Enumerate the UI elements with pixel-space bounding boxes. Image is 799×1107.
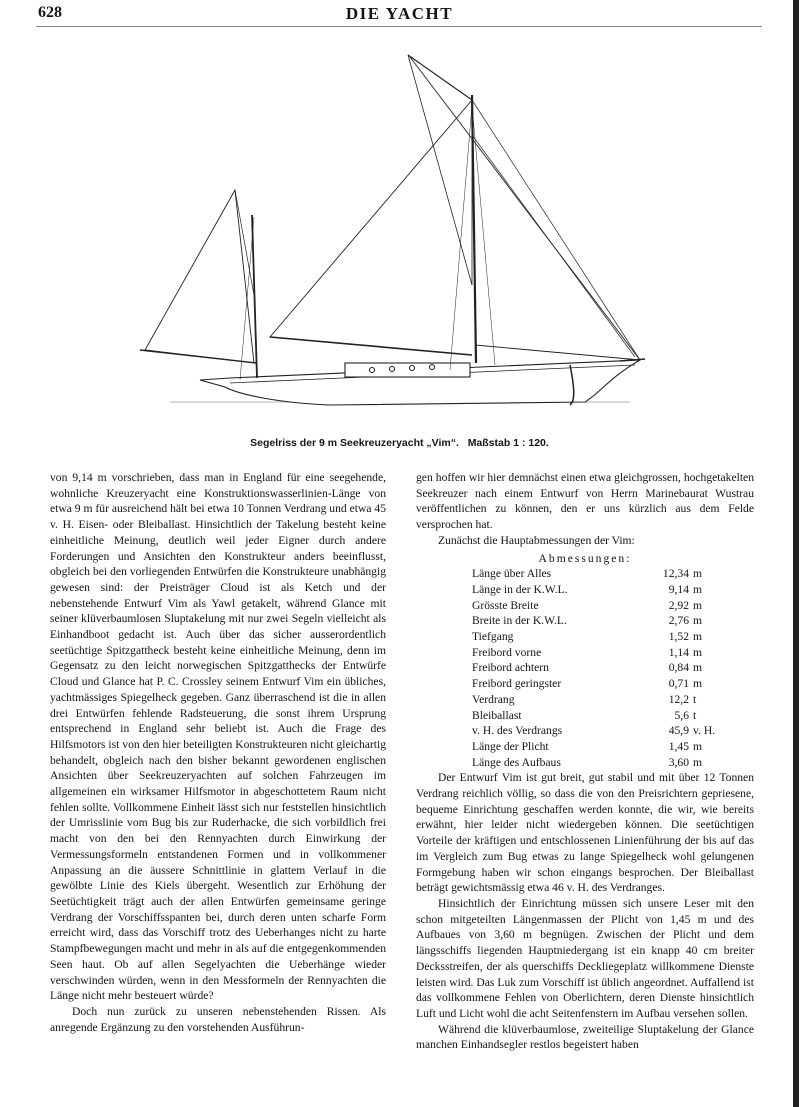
shroud [450,105,472,370]
dimension-row: Bleiballast 5,6 t [472,708,697,722]
dimension-row: Freibord achtern 0,84 m [472,661,703,675]
dimension-row: Breite in der K.W.L. 2,76 m [472,614,703,628]
running-title: DIE YACHT [345,4,454,23]
body-paragraph: Doch nun zurück zu unseren nebenstehenden Rissen. Als anregende Ergänzung zu den vorstehenden Ausführun- [50,1004,386,1034]
mainsail [270,100,472,355]
dimension-row: v. H. des Verdrangs 45,9 v. H. [472,724,716,738]
dimension-row: Freibord geringster 0,71 m [472,677,703,691]
dimension-row: Länge über Alles 12,34 m [472,567,703,581]
page-edge-shadow [793,0,799,1107]
body-paragraph: Hinsichtlich der Einrichtung müssen sich unsere Leser mit den schon mitgeteilten Längenmassen der Plicht von 1,45 m und des Aufbaues von 3,60 m begnügen. Zwischen der Plicht und dem längsschiffs liegenden Hauptniedergang ist ein knapp 40 cm breiter Decksstreifen, der als querschiffs Deckliegeplatz willkommene Dienste leisten wird. Das Luk zum Vorschiff ist üblich angeordnet. Auffallend ist das vollkommene Fehlen von Oberlichtern, deren Dienste hinsichtlich Luft und Licht wohl die acht Seitenfenstern im Aufbau versehen sollen. [416,896,754,1020]
mizzen-sail [145,190,254,363]
sail-plan-illustration [130,45,650,415]
jib [410,57,640,360]
dimension-row: Länge des Aufbaus 3,60 m [472,755,703,769]
dimension-row: Länge der Plicht 1,45 m [472,739,703,753]
staysail-stay [472,135,635,357]
dimension-row: Länge in der K.W.L. 9,14 m [472,582,703,596]
caption-title: Segelriss der 9 m Seekreuzeryacht „Vim“. [250,437,459,449]
topsail-yard [408,55,472,100]
caption-scale: Maßstab 1 : 120. [467,437,549,449]
page-number: 628 [38,4,62,21]
left-column [50,470,386,1035]
dimension-row: Grösste Breite 2,92 m [472,598,703,612]
deckhouse [345,363,470,377]
body-paragraph: Zunächst die Hauptabmessungen der Vim: [438,533,635,547]
forestay [472,100,640,360]
shroud [240,217,254,380]
body-paragraph: Während die klüverbaumlose, zweiteilige Sluptakelung der Glance manchen Einhandsegler restlos begeistert haben [416,1022,754,1052]
body-paragraph: Der Entwurf Vim ist gut breit, gut stabil und mit über 12 Tonnen Verdrang reichlich völlig, so dass die von den Preisrichtern gepriesene, bequeme Einrichtung geschaffen werden konnte, die wir, wie bereits erwähnt, hier leider nicht wiedergeben können. Die seetüchtigen Vorteile der kräftigen und entschlossenen Linienführung der bis auf das im Vergleich zum Bug etwas zu lange Spiegelheck wohl gelungenen Formgebung haben wir schon eingangs besprochen. Der Bleiballast beträgt gewichtsmässig etwa 46 v. H. des Verdranges. [416,771,754,895]
right-column [416,470,754,1053]
dimensions-table [472,566,715,770]
dimension-row: Tiefgang 1,52 m [472,630,703,644]
dimension-row: Freibord vorne 1,14 m [472,645,703,659]
mizzen-boom [140,350,257,363]
figure-caption [0,437,799,449]
topsail [408,55,472,285]
dimensions-title: Abmessungen: [538,551,632,565]
main-mast [472,95,476,363]
bowsprit [620,359,645,361]
body-paragraph: gen hoffen wir hier demnächst einen etwa gleichgrossen, hochgetakelten Seekreuzer nach einem Entwurf von Herrn Marinebaurat Wustrau veröffentlichen zu können, den er uns kürzlich aus dem Felde versprochen hat. [416,471,754,532]
body-paragraph: von 9,14 m vorschrieben, dass man in England für eine seegehende, wohnliche Kreuzeryacht eine Konstruktionswasserlinien-Länge von etwa 9 m für ausreichend hält bei etwa 10 Tonnen Verdrang und etwa 45 v. H. Eisen- oder Bleiballast. Hinsichtlich der Takelung besteht keine einheitliche Meinung, deutlich weil jeder Eigner durch andere Forderungen und Ansichten den Konstrukteur anders beeinflusst, obgleich bei den vorliegenden Entwürfen die Konstrukteure unabhängig gewesen sind: der Preisträger Cloud ist als Ketch und der nebenstehende Entwurf Vim als Yawl getakelt, während Glance mit seiner klüverbaumlosen Sluptakelung mit nur zwei Segeln vielleicht als Einhandboot gedacht ist. Auch über das sicher ausserordentlich seetüchtige Spitzgattheck besteht keine einheitliche Meinung, denn im Gegensatz zu den leicht norwegischen Spitzgatthecks der Entwürfe Cloud und Glance hat P. C. Crossley seinem Entwurf Vim ein übliches, yachtmässiges Spiegelheck gegeben. Ganz überraschend ist die in allen drei Entwürfen fehlende Radsteuerung, die sonst ihrem Ursprung entsprechend in England sehr beliebt ist. Auch die Frage des Hilfsmotors ist von den hier beteiligten Konstrukteuren nicht gleichartig behandelt, obgleich nach den bisher bekannt gewordenen englischen Ansichten über Seekreuzeryachten auf solchen Fahrzeugen im allgemeinen ein wirksamer Hilfsmotor in abgeschottetem Raum nicht fehlen sollte. Vollkommene Einheit lässt sich nur feststellen hinsichtlich der Umrisslinie vom Bug bis zur Ruderhacke, die sich vorbildlich frei macht von den bei den Rennyachten durch Einwirkung der Vermessungsformeln entstandenen Formen und in vollkommener Anpassung an die äussere Schnittlinie in glattem Verlauf in die gewölbte Linie des Kiels übergeht. Wesentlich zur Erhöhung der Seetüchtigkeit trägt auch der allen Entwürfen gemeinsame geringe Verdrang der Vorschiffsspanten bei, durch deren unten scharfe Form erreicht wird, dass das Vorschiff trotz des Ueberhanges nicht zu harte Stampfbewegungen macht und mehr in als auf die entgegenkommenden Seen haut. Ob auf allen Segelyachten die Ueberhänge wieder verschwinden würden, wenn in den Messformeln der Rennyachten die Länge nicht mehr besteuert würde? [50,471,386,1003]
dimension-row: Verdrang 12,2 t [472,692,697,706]
header-rule [36,26,762,27]
